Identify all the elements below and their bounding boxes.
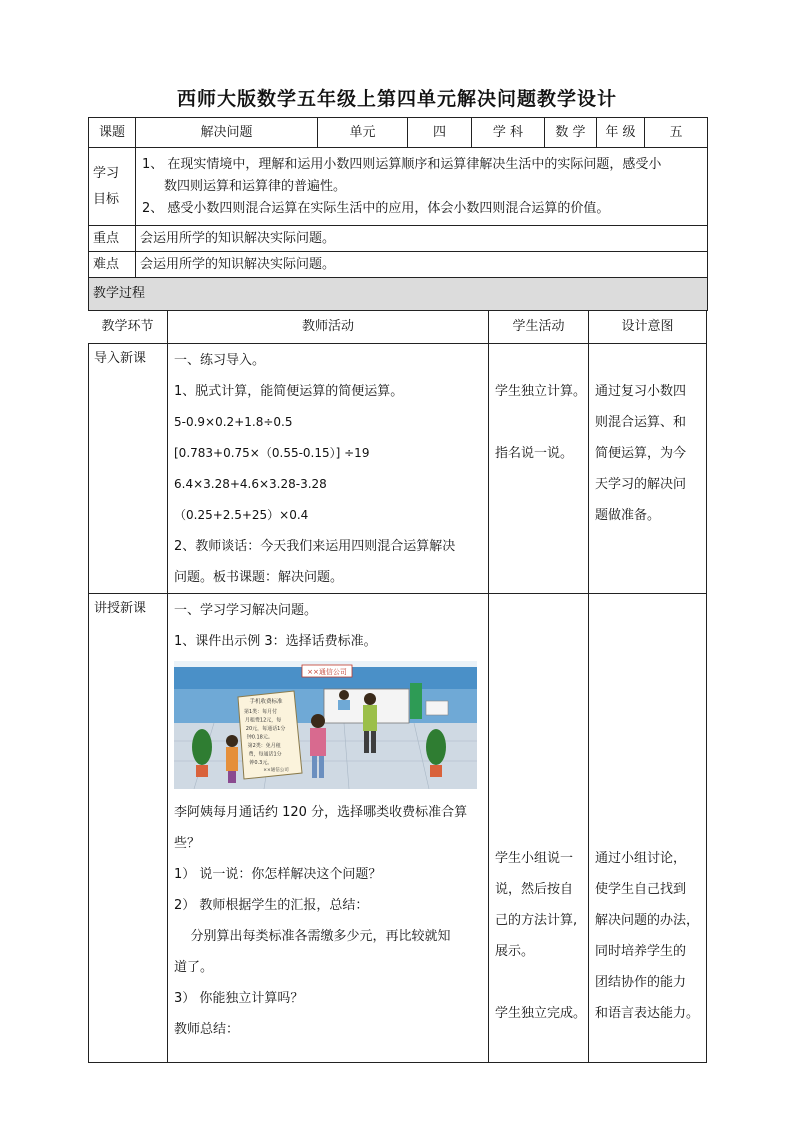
lesson-plan-table [88, 117, 708, 311]
board-title: 手机收费标准 [249, 699, 283, 705]
col-stage-header: 教学环节 [88, 311, 167, 343]
student-activity-intro [495, 376, 590, 469]
clerk-figure [338, 690, 350, 710]
teacher-activity-intro [174, 345, 486, 593]
student-line: 指名说一说。 [495, 446, 574, 461]
topic-label: 课题 [89, 118, 136, 148]
board-line: 钟0.18元。 [246, 734, 273, 741]
design-intent-intro [595, 376, 705, 531]
objective-line: 1、 在现实情境中，理解和运用小数四则运算顺序和运算律解决生活中的实际问题，感受小 [142, 156, 662, 172]
unit-label: 单元 [318, 118, 408, 148]
fee-board [238, 691, 302, 779]
formula-line: [0.783+0.75×（0.55-0.15）] ÷19 [174, 446, 370, 460]
col-student-header: 学生活动 [489, 311, 588, 343]
design-intent-new [595, 843, 707, 1029]
intent-line: 使学生自己找到 [595, 882, 687, 897]
teacher-line: 些？ [174, 836, 201, 851]
subject-label: 学 科 [472, 118, 545, 148]
formula-line: 5-0.9×0.2+1.8÷0.5 [174, 415, 293, 429]
student-line: 学生独立计算。 [495, 384, 587, 399]
process-section-row [89, 278, 708, 311]
formula-line: （0.25+2.5+25）×0.4 [174, 508, 309, 522]
unit-value: 四 [408, 118, 472, 148]
teacher-line: 问题。板书课题：解决问题。 [174, 570, 344, 585]
intent-line: 同时培养学生的 [595, 944, 687, 959]
board-line: 费，每通话1分 [248, 751, 282, 758]
subject-value: 数 学 [545, 118, 597, 148]
intent-line: 解决问题的办法， [595, 913, 700, 928]
intent-line: 团结协作的能力 [595, 975, 687, 990]
board-line: 月租费12元，每 [244, 717, 282, 724]
phone-booth [410, 683, 422, 719]
difficulty-row [89, 252, 708, 278]
teacher-line: 1、课件出示例 3：选择话费标准。 [174, 634, 377, 649]
teacher-line: 分别算出每类标准各需缴多少元，再比较就知 [174, 929, 451, 944]
process-grid [88, 311, 707, 1063]
grade-label: 年 级 [597, 118, 645, 148]
student-line: 学生小组说一 [495, 851, 574, 866]
teacher-line: 1） 说一说：你怎样解决这个问题？ [174, 867, 382, 882]
student-line: 学生独立完成。 [495, 1006, 587, 1021]
student-line: 展示。 [495, 944, 535, 959]
phone-fee-illustration [174, 661, 477, 789]
objective-line: 2、 感受小数四则混合运算在实际生活中的应用，体会小数四则混合运算的价值。 [142, 200, 610, 216]
intent-line: 通过小组讨论， [595, 851, 687, 866]
teacher-activity-new [174, 595, 486, 1045]
grade-value: 五 [645, 118, 708, 148]
topic-value: 解决问题 [136, 118, 318, 148]
objectives-row [89, 148, 708, 226]
objectives-content [136, 148, 708, 226]
intent-line: 题做准备。 [595, 508, 661, 523]
col-teacher-header: 教师活动 [168, 311, 488, 343]
formula-line: 6.4×3.28+4.6×3.28-3.28 [174, 477, 327, 491]
teacher-line: 3） 你能独立计算吗？ [174, 991, 304, 1006]
document-title: 西师大版数学五年级上第四单元解决问题教学设计 [176, 88, 617, 110]
intent-line: 通过复习小数四 [595, 384, 687, 399]
stage-intro: 导入新课 [94, 351, 147, 366]
objectives-label: 学习目标 [89, 148, 136, 226]
wall-box [426, 701, 448, 715]
teacher-line: 2） 教师根据学生的汇报，总结： [174, 898, 369, 913]
objective-line: 数四则运算和运算律的普遍性。 [164, 178, 347, 194]
teacher-line: 一、练习导入。 [174, 353, 266, 368]
col-intent-header: 设计意图 [589, 311, 706, 343]
stage-new-lesson: 讲授新课 [94, 601, 147, 616]
company-sign-text: ××通信公司 [307, 668, 347, 676]
difficulty-value: 会运用所学的知识解决实际问题。 [136, 252, 708, 278]
teacher-line: 李阿姨每月通话约 120 分，选择哪类收费标准合算 [174, 805, 468, 820]
board-line: 第1类：每月付 [244, 709, 278, 715]
student-line: 己的方法计算, [495, 913, 578, 928]
teacher-line: 1、脱式计算，能简便运算的简便运算。 [174, 384, 404, 399]
teacher-line: 教师总结： [174, 1022, 240, 1037]
board-footer: ××通信公司 [263, 768, 289, 773]
teacher-line: 2、教师谈话：今天我们来运用四则混合运算解决 [174, 539, 456, 554]
board-line: 20元，每通话1分 [245, 726, 286, 732]
student-line: 说，然后按自 [495, 882, 574, 897]
teacher-line: 一、学习学习解决问题。 [174, 603, 318, 618]
intent-line: 简便运算，为今 [595, 446, 687, 461]
intent-line: 和语言表达能力。 [595, 1006, 700, 1021]
board-line: 钟0.3元。 [249, 760, 273, 766]
intent-line: 天学习的解决问 [595, 477, 687, 492]
board-line: 第2类：免月租 [247, 743, 281, 749]
header-row [89, 118, 708, 148]
difficulty-label: 难点 [89, 252, 136, 278]
teacher-line: 道了。 [174, 960, 214, 975]
key-point-row [89, 226, 708, 252]
student-activity-new [495, 843, 590, 1029]
intent-line: 则混合运算、和 [595, 415, 687, 430]
key-point-value: 会运用所学的知识解决实际问题。 [136, 226, 708, 252]
process-section-label: 教学过程 [89, 278, 708, 311]
key-point-label: 重点 [89, 226, 136, 252]
